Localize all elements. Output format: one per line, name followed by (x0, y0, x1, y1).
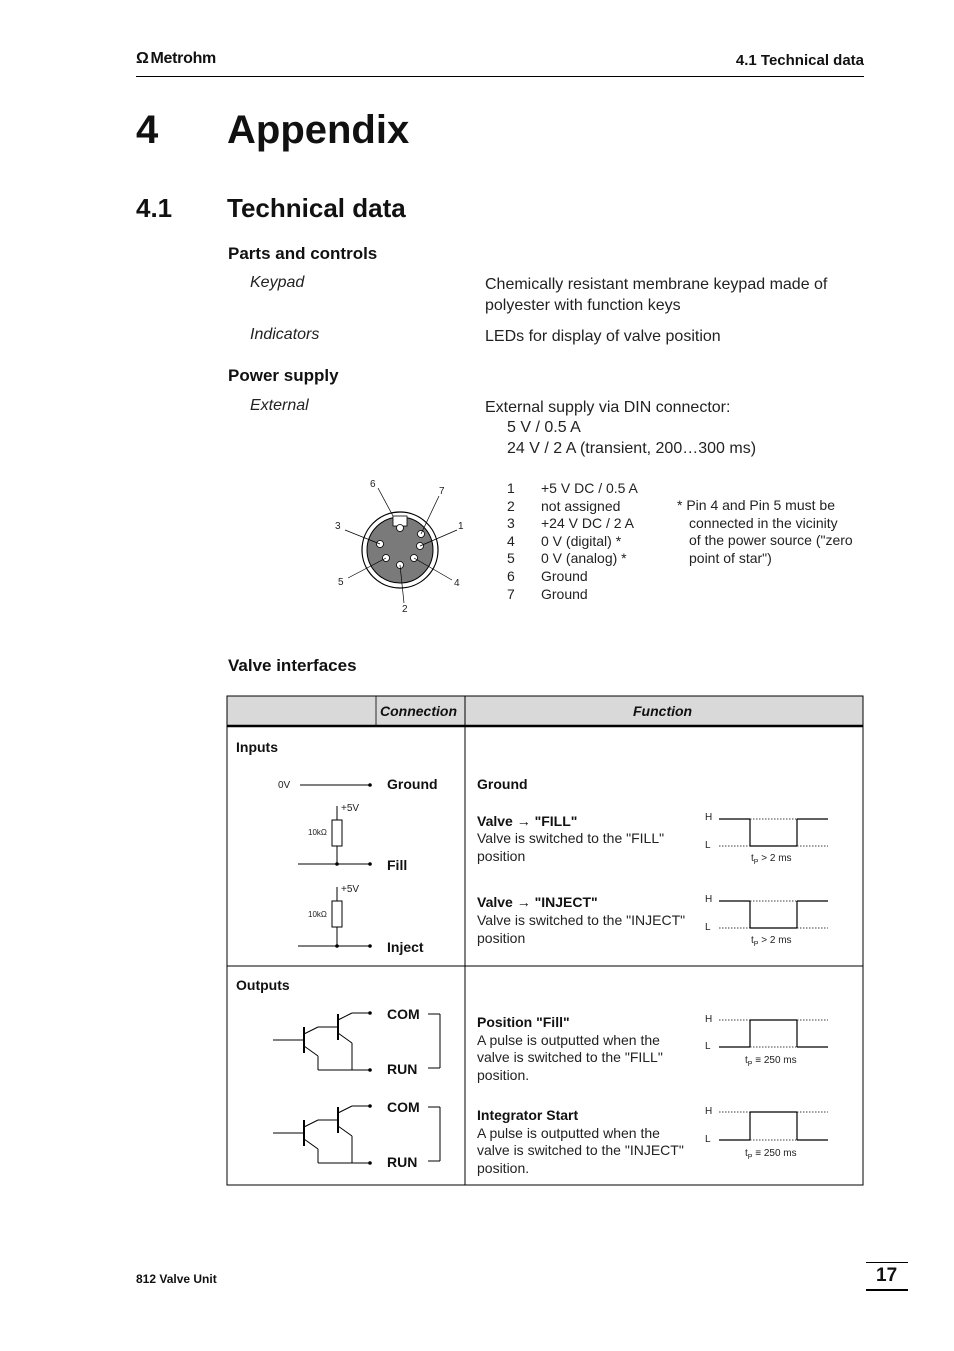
int-h: H (705, 1106, 713, 1117)
func-ground: Ground (477, 776, 528, 792)
input-inject-5v: +5V (341, 884, 360, 895)
footer-product: 812 Valve Unit (136, 1272, 217, 1286)
keypad-label: Keypad (250, 274, 305, 291)
pos-tp: $t_P \equiv 250$ ms (745, 1055, 797, 1068)
running-header: 4.1 Technical data (735, 52, 864, 69)
col-function: Function (633, 703, 693, 719)
footer-rule (866, 1289, 908, 1291)
func-pos-desc-2: valve is switched to the "FILL" (477, 1049, 663, 1065)
omega-icon: Ω (136, 50, 149, 67)
col-connection: Connection (380, 703, 457, 719)
func-inject-desc-2: position (477, 930, 526, 946)
input-inject-res: 10kΩ (308, 910, 327, 919)
pin-label-7: 7 (439, 486, 445, 497)
func-inject-title: Valve → "INJECT" (477, 894, 598, 910)
input-fill-res: 10kΩ (308, 828, 327, 837)
input-inject-label: Inject (387, 939, 424, 955)
func-int-desc-1: A pulse is outputted when the (477, 1125, 660, 1141)
external-value-2: 5 V / 0.5 A (507, 419, 581, 436)
list-item: 2 not assigned (507, 497, 621, 514)
indicators-label: Indicators (250, 326, 320, 343)
pin-label-6: 6 (370, 479, 376, 490)
func-int-title: Integrator Start (477, 1107, 579, 1123)
int-tp: $t_P \equiv 250$ ms (745, 1148, 797, 1161)
inject-tp: $t_P > 2$ ms (751, 935, 792, 948)
pin-label-2: 2 (402, 604, 408, 615)
func-inject-desc-1: Valve is switched to the "INJECT" (477, 912, 686, 928)
power-supply-heading: Power supply (228, 366, 339, 385)
func-int-desc-2: valve is switched to the "INJECT" (477, 1142, 684, 1158)
chapter-number: 4 (136, 108, 159, 152)
fill-h: H (705, 812, 713, 823)
func-fill-desc-2: position (477, 848, 526, 864)
out2-run: RUN (387, 1154, 418, 1170)
note-line: * Pin 4 and Pin 5 must be (677, 497, 835, 513)
note-line: of the power source ("zero (689, 532, 853, 549)
pos-h: H (705, 1014, 713, 1025)
input-fill-label: Fill (387, 857, 408, 873)
pin-label-3: 3 (335, 521, 341, 532)
fill-tp: $t_P > 2$ ms (751, 853, 792, 866)
note-line: point of star") (689, 549, 772, 566)
list-item: 6 Ground (507, 567, 588, 584)
logo-text: Metrohm (150, 50, 216, 67)
func-fill-title: Valve → "FILL" (477, 813, 578, 829)
valve-interfaces-heading: Valve interfaces (228, 656, 357, 675)
inject-h: H (705, 894, 713, 905)
inputs-label: Inputs (236, 739, 278, 755)
func-fill-desc-1: Valve is switched to the "FILL" (477, 830, 665, 846)
pos-l: L (705, 1041, 711, 1052)
int-l: L (705, 1134, 711, 1145)
inject-l: L (705, 922, 711, 933)
func-int-desc-3: position. (477, 1160, 530, 1176)
keypad-value-2: polyester with function keys (485, 297, 681, 314)
pin-label-1: 1 (458, 521, 464, 532)
func-pos-desc-1: A pulse is outputted when the (477, 1032, 660, 1048)
external-label: External (250, 397, 309, 414)
input-fill-5v: +5V (341, 803, 360, 814)
func-pos-desc-3: position. (477, 1067, 530, 1083)
external-value-3: 24 V / 2 A (transient, 200…300 ms) (507, 440, 757, 457)
outputs-label: Outputs (236, 977, 290, 993)
pin-label-5: 5 (338, 577, 344, 588)
list-item: 1 +5 V DC / 0.5 A (507, 480, 638, 496)
list-item: 4 0 V (digital) * (507, 532, 622, 549)
list-item: 5 0 V (analog) * (507, 550, 627, 567)
out1-com: COM (387, 1006, 420, 1022)
keypad-value-1: Chemically resistant membrane keypad made of (485, 276, 828, 293)
footer-rule-top (866, 1262, 908, 1263)
list-item: 3 +24 V DC / 2 A (507, 515, 634, 532)
note-line: connected in the vicinity (689, 514, 838, 531)
section-title: Technical data (227, 193, 406, 223)
input-0v-label: 0V (278, 780, 291, 791)
out2-com: COM (387, 1099, 420, 1115)
input-ground-label: Ground (387, 776, 438, 792)
page-number: 17 (876, 1265, 898, 1286)
pin-label-4: 4 (454, 578, 460, 589)
parts-controls-heading: Parts and controls (228, 244, 378, 263)
list-item: 7 Ground (507, 585, 588, 602)
fill-l: L (705, 840, 711, 851)
indicators-value: LEDs for display of valve position (485, 328, 721, 345)
out1-run: RUN (387, 1061, 418, 1077)
func-pos-title: Position "Fill" (477, 1014, 570, 1030)
section-number: 4.1 (136, 193, 173, 223)
chapter-title: Appendix (227, 108, 410, 152)
external-value-1: External supply via DIN connector: (485, 399, 731, 416)
